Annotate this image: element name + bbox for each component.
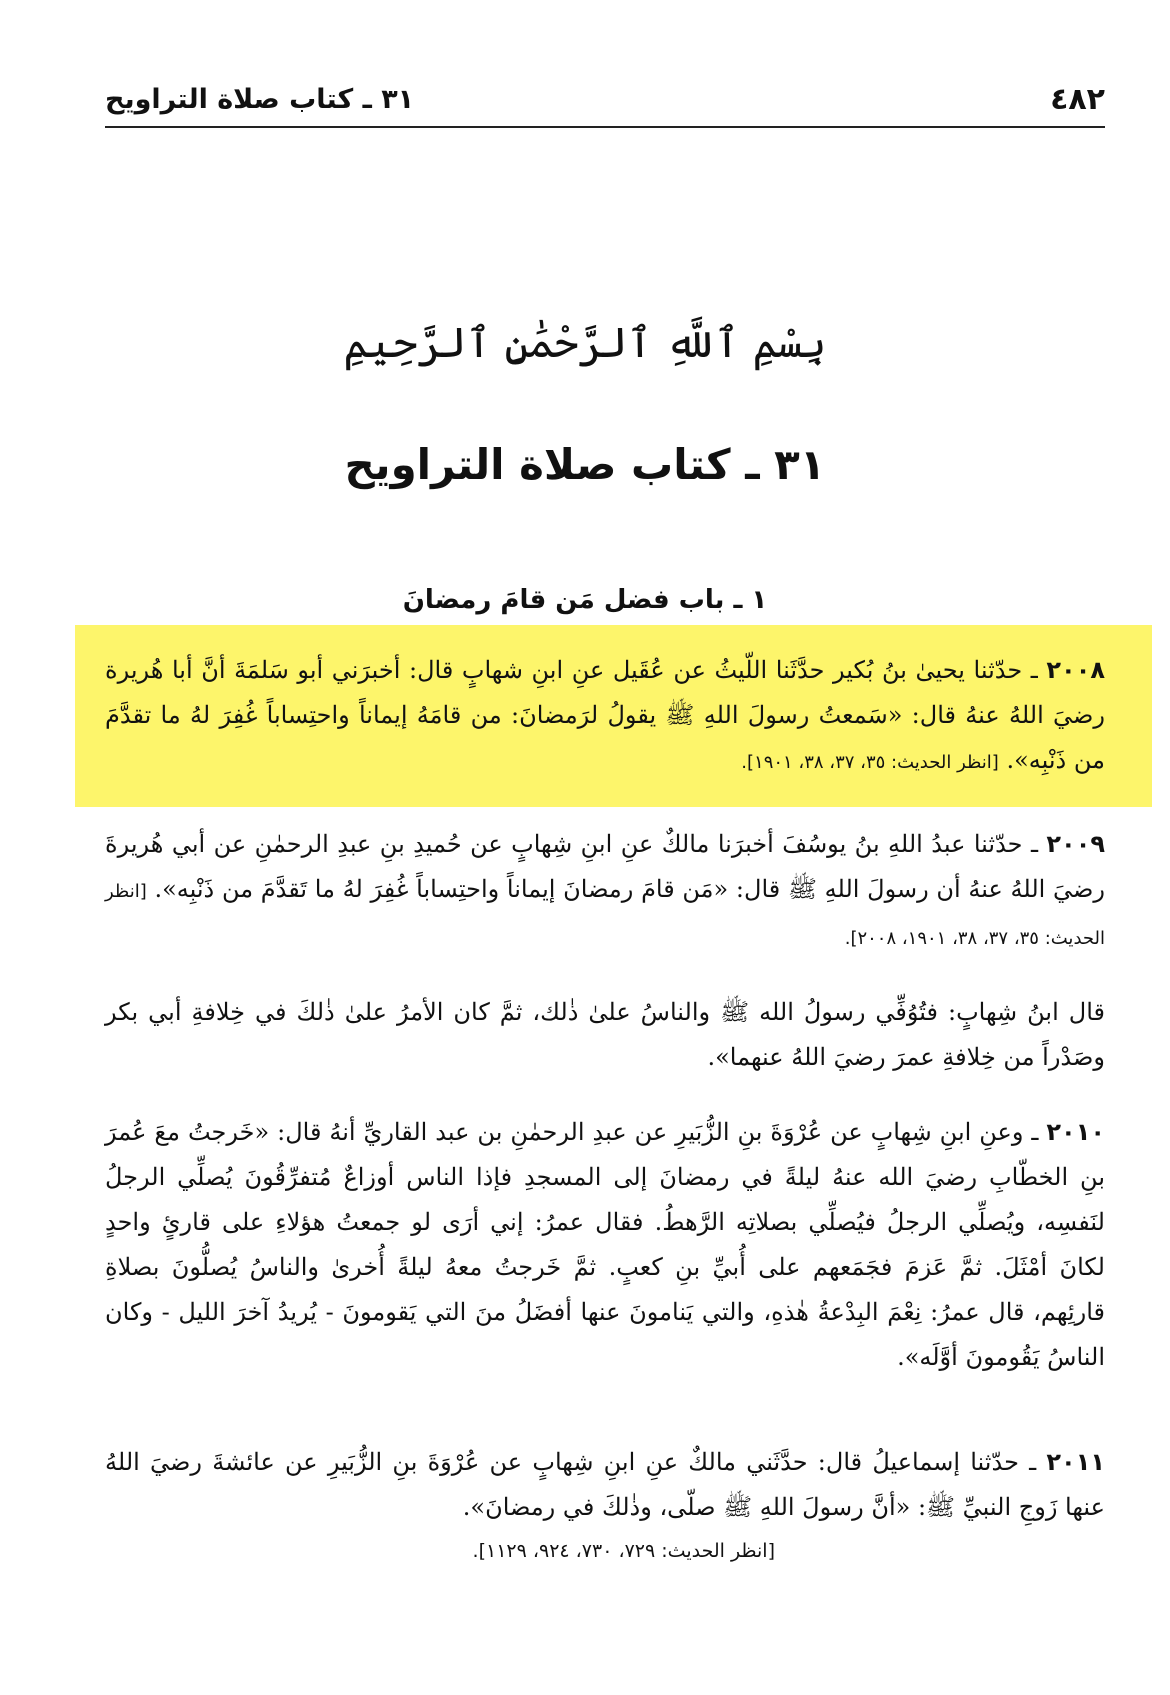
hadith-number: ٢٠٠٩	[1046, 830, 1105, 858]
hadith-reference: [انظر الحديث: ٣٥، ٣٧، ٣٨، ١٩٠١، ٢٠٠٨].	[105, 881, 1105, 949]
hadith-number: ٢٠٠٨	[1046, 656, 1105, 684]
page-number: ٤٨٢	[1050, 82, 1105, 117]
hadith-text: ـ حدّثنا إسماعيلُ قال: حدَّثَني مالكٌ عنِ ابنِ شِهابٍ عن عُرْوَةَ بنِ الزُّبَيرِ عن عائشةَ رضيَ اللهُ عنها زَوجِ النبيِّ ﷺ: «أنَّ رسولَ اللهِ ﷺ صلّى، وذٰلكَ في رمضانَ».	[105, 1448, 1105, 1521]
hadith-2011	[105, 1440, 1105, 1530]
chapter-title: ٣١ ـ كتاب صلاة التراويح	[344, 440, 826, 489]
hadith-text: ـ وعنِ ابنِ شِهابٍ عن عُرْوَةَ بنِ الزُّبَيرِ عن عبدِ الرحمٰنِ بن عبد القاريِّ أنهُ قال: «خَرجتُ معَ عُمرَ بنِ الخطّابِ رضيَ الله عنهُ ليلةً في رمضانَ إلى المسجدِ فإذا الناس أوزاعٌ مُتفرِّقُونَ يُصلِّي الرجلُ لنَفسِه، ويُصلِّي الرجلُ فيُصلِّي بصلاتِه الرَّهطُ. فقال عمرُ: إني أرَى لو جمعتُ هؤلاءِ على قارئٍ واحدٍ لكانَ أمْثَلَ. ثمَّ عَزمَ فجَمَعهم على أُبيِّ بنِ كعبٍ. ثمَّ خَرجتُ معهُ ليلةً أُخرىٰ والناسُ يُصلُّونَ بصلاةِ قارئِهم، قال عمرُ: نِعْمَ البِدْعةُ هٰذهِ، والتي يَنامونَ عنها أفضَلُ منَ التي يَقومونَ - يُريدُ آخرَ الليل - وكان الناسُ يَقُومونَ أوَّلَه».	[105, 1118, 1105, 1371]
running-title: ٣١ ـ كتاب صلاة التراويح	[105, 84, 415, 115]
hadith-text: ـ حدّثنا يحيىٰ بنُ بُكير حدَّثَنا اللّيثُ عن عُقَيل عنِ ابنِ شهابٍ قال: أخبرَني أبو سَلمَةَ أنَّ أبا هُريرة رضيَ اللهُ عنهُ قال: «سَمعتُ رسولَ اللهِ ﷺ يقولُ لرَمضانَ: من قامَهُ إيماناً واحتِساباً غُفِرَ لهُ ما تقدَّمَ من ذَنْبِه».	[105, 656, 1105, 774]
hadith-text: ـ حدّثنا عبدُ اللهِ بنُ يوسُفَ أخبرَنا مالكٌ عنِ ابنِ شِهابٍ عن حُميدِ بنِ عبدِ الرحمٰنِ عن أبي هُريرةَ رضيَ اللهُ عنهُ أن رسولَ اللهِ ﷺ قال: «مَن قامَ رمضانَ إيماناً واحتِساباً غُفِرَ لهُ ما تَقدَّمَ من ذَنْبِه».	[105, 830, 1105, 903]
hadith-2011-reference: [انظر الحديث: ٧٢٩، ٧٣٠، ٩٢٤، ١١٢٩].	[472, 1540, 775, 1562]
hadith-number: ٢٠١٠	[1046, 1118, 1105, 1146]
section-title: ١ ـ باب فضل مَن قامَ رمضانَ	[402, 585, 768, 615]
hadith-2009	[105, 822, 1105, 961]
running-header	[105, 78, 1105, 128]
basmala: بِسْمِ ٱللَّهِ ٱلرَّحْمَٰنِ ٱلرَّحِيمِ	[343, 318, 827, 367]
hadith-number: ٢٠١١	[1046, 1448, 1105, 1476]
hadith-2008	[105, 648, 1105, 785]
paragraph-text: قال ابنُ شِهابٍ: فتُوُفِّي رسولُ الله ﷺ والناسُ علىٰ ذٰلك، ثمَّ كان الأمرُ علىٰ ذٰلكَ في خِلافةِ أبي بكر وصَدْراً من خِلافةِ عمرَ رضيَ اللهُ عنهما».	[105, 998, 1105, 1071]
hadith-reference: [انظر الحديث: ٣٥، ٣٧، ٣٨، ١٩٠١].	[741, 752, 999, 773]
hadith-2010	[105, 1110, 1105, 1380]
ibn-shihab-paragraph	[105, 990, 1105, 1080]
